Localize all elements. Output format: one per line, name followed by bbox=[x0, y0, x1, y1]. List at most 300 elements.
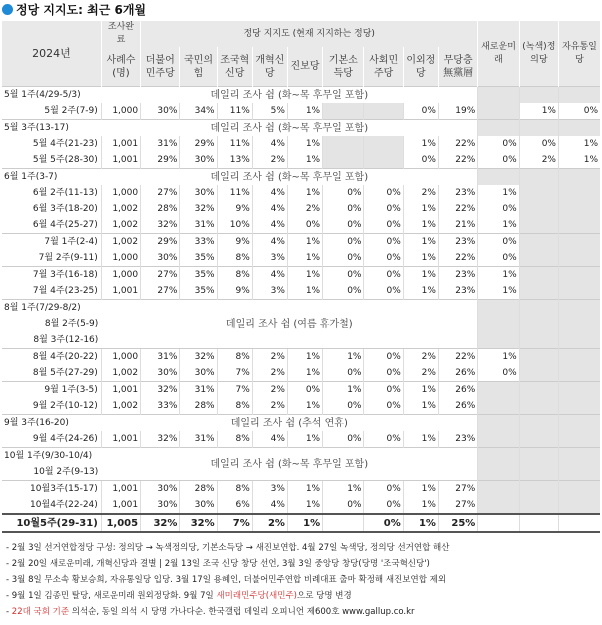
period-label: 10월 1주(9/30-10/4) bbox=[2, 448, 101, 465]
value-cell bbox=[519, 267, 558, 284]
value-cell: 1% bbox=[478, 217, 519, 234]
empty-cell bbox=[558, 415, 600, 432]
table-row bbox=[2, 120, 600, 137]
value-cell: 9% bbox=[217, 234, 252, 251]
value-cell: 0% bbox=[323, 234, 364, 251]
value-cell: 11% bbox=[217, 103, 252, 120]
value-cell: 31% bbox=[141, 136, 180, 152]
value-cell: 11% bbox=[217, 185, 252, 201]
skip-note: 데일리 조사 쉼 (추석 연휴) bbox=[101, 415, 478, 432]
value-cell: 0% bbox=[287, 382, 322, 399]
page-title bbox=[2, 2, 146, 18]
value-cell: 26% bbox=[438, 398, 477, 415]
sample-size: 1,001 bbox=[101, 152, 140, 169]
value-cell: 0% bbox=[364, 250, 403, 267]
table-row bbox=[2, 250, 600, 267]
value-cell bbox=[519, 349, 558, 366]
sample-size: 1,001 bbox=[101, 382, 140, 399]
value-cell bbox=[558, 365, 600, 382]
table-row bbox=[2, 514, 600, 532]
sample-size: 1,005 bbox=[101, 514, 140, 532]
value-cell: 32% bbox=[180, 201, 217, 217]
value-cell bbox=[519, 398, 558, 415]
empty-cell bbox=[519, 169, 558, 186]
period-label: 8월 2주(5-9) bbox=[44, 318, 99, 329]
value-cell: 26% bbox=[438, 365, 477, 382]
period-label: 5월 4주(21-23) bbox=[32, 138, 98, 149]
footnote-3: - 3월 8일 무소속 황보승희, 자유통일당 입당. 3월 17일 용혜인, 더불어민주연합 비례대표 출마 확정해 새진보연합 제외 bbox=[6, 575, 447, 585]
col-header: 새로운미래 bbox=[478, 21, 519, 87]
skip-note: 데일리 조사 쉼 (여름 휴가철) bbox=[101, 300, 478, 349]
empty-cell bbox=[478, 169, 519, 186]
value-cell: 22% bbox=[438, 136, 477, 152]
sample-size: 1,001 bbox=[101, 497, 140, 514]
col-header: 국민의힘 bbox=[180, 47, 217, 87]
value-cell: 0% bbox=[323, 250, 364, 267]
value-cell bbox=[519, 431, 558, 448]
col-header: 무당층無黨層 bbox=[438, 47, 477, 87]
value-cell: 30% bbox=[180, 152, 217, 169]
value-cell: 1% bbox=[403, 217, 438, 234]
value-cell bbox=[558, 497, 600, 514]
value-cell: 1% bbox=[287, 481, 322, 498]
value-cell: 11% bbox=[217, 136, 252, 152]
value-cell: 10% bbox=[217, 217, 252, 234]
table-row bbox=[2, 283, 600, 300]
value-cell: 4% bbox=[252, 497, 287, 514]
group-header: 정당 지지도 (현재 지지하는 정당) bbox=[141, 21, 478, 47]
value-cell: 1% bbox=[287, 234, 322, 251]
value-cell: 1% bbox=[287, 152, 322, 169]
sample-size: 1,000 bbox=[101, 349, 140, 366]
empty-cell bbox=[558, 300, 600, 349]
value-cell bbox=[558, 185, 600, 201]
col-header: 조국혁신당 bbox=[217, 47, 252, 87]
table-row bbox=[2, 87, 600, 104]
value-cell bbox=[558, 267, 600, 284]
col-header: 이외정당 bbox=[403, 47, 438, 87]
period-label: 10월3주(15-17) bbox=[2, 481, 101, 498]
empty-cell bbox=[558, 169, 600, 186]
value-cell bbox=[558, 201, 600, 217]
value-cell bbox=[519, 185, 558, 201]
value-cell bbox=[323, 103, 364, 120]
value-cell: 4% bbox=[252, 201, 287, 217]
value-cell: 1% bbox=[287, 136, 322, 152]
footnotes bbox=[6, 540, 598, 620]
table-row bbox=[2, 431, 600, 448]
period-label: 6월 3주(18-20) bbox=[32, 203, 98, 214]
value-cell: 1% bbox=[323, 349, 364, 366]
empty-cell bbox=[519, 448, 558, 481]
value-cell: 0% bbox=[364, 514, 403, 532]
value-cell: 4% bbox=[252, 234, 287, 251]
value-cell bbox=[478, 497, 519, 514]
value-cell: 21% bbox=[438, 217, 477, 234]
value-cell: 0% bbox=[364, 365, 403, 382]
sample-size: 1,000 bbox=[101, 185, 140, 201]
col-header: 진보당 bbox=[287, 47, 322, 87]
sample-size: 1,002 bbox=[101, 234, 140, 251]
value-cell: 4% bbox=[252, 185, 287, 201]
empty-cell bbox=[519, 300, 558, 349]
table-row bbox=[2, 349, 600, 366]
value-cell bbox=[364, 103, 403, 120]
value-cell: 2% bbox=[252, 514, 287, 532]
col-header: (녹색)정의당 bbox=[519, 21, 558, 87]
value-cell bbox=[558, 431, 600, 448]
period-label: 10월4주(22-24) bbox=[30, 499, 98, 510]
period-label: 9월 3주(16-20) bbox=[2, 415, 101, 432]
table-row bbox=[2, 234, 600, 251]
period-label: 9월 2주(10-12) bbox=[32, 400, 98, 411]
sample-size: 1,002 bbox=[101, 201, 140, 217]
value-cell: 1% bbox=[478, 283, 519, 300]
value-cell: 1% bbox=[403, 283, 438, 300]
value-cell: 1% bbox=[287, 431, 322, 448]
bullet-dot-icon bbox=[2, 4, 13, 15]
period-label: 8월 3주(12-16) bbox=[33, 334, 99, 345]
sample-size: 1,001 bbox=[101, 481, 140, 498]
value-cell bbox=[478, 481, 519, 498]
party-support-table bbox=[2, 21, 600, 533]
value-cell: 3% bbox=[252, 250, 287, 267]
value-cell bbox=[478, 514, 519, 532]
value-cell: 27% bbox=[438, 497, 477, 514]
value-cell bbox=[519, 481, 558, 498]
value-cell: 0% bbox=[364, 217, 403, 234]
table-row bbox=[2, 201, 600, 217]
value-cell: 0% bbox=[323, 217, 364, 234]
value-cell: 1% bbox=[403, 398, 438, 415]
value-cell: 1% bbox=[403, 514, 438, 532]
period-label: 10월5주(29-31) bbox=[2, 514, 101, 532]
value-cell: 2% bbox=[403, 185, 438, 201]
footnote-5: - 22대 국회 기준 의석순, 동일 의석 시 당명 가나다순. 한국갤럽 데일리 오피니언 제600호 www.gallup.co.kr bbox=[6, 607, 415, 617]
value-cell: 8% bbox=[217, 267, 252, 284]
value-cell bbox=[323, 514, 364, 532]
value-cell: 1% bbox=[287, 283, 322, 300]
table-row bbox=[2, 382, 600, 399]
survey-done-header: 조사완료 bbox=[101, 21, 140, 47]
footnote-1: - 2월 3일 선거연합정당 구성: 정의당 → 녹색정의당, 기본소득당 → 새진보연합. 4월 27일 녹색당, 정의당 선거연합 해산 bbox=[6, 543, 450, 553]
value-cell: 1% bbox=[403, 201, 438, 217]
value-cell: 1% bbox=[403, 250, 438, 267]
value-cell: 0% bbox=[403, 152, 438, 169]
value-cell: 30% bbox=[141, 497, 180, 514]
period-label: 8월 5주(27-29) bbox=[32, 367, 98, 378]
value-cell: 0% bbox=[519, 136, 558, 152]
highlight-new-party: 새미래민주당(새민주) bbox=[216, 591, 297, 601]
value-cell: 4% bbox=[252, 217, 287, 234]
table-row bbox=[2, 136, 600, 152]
skip-note: 데일리 조사 쉼 (화~목 후무일 포함) bbox=[101, 120, 478, 137]
title-text: 정당 지지도: 최근 6개월 bbox=[16, 3, 147, 17]
value-cell: 2% bbox=[252, 152, 287, 169]
value-cell: 32% bbox=[141, 382, 180, 399]
value-cell: 8% bbox=[217, 250, 252, 267]
value-cell: 0% bbox=[323, 283, 364, 300]
value-cell: 0% bbox=[478, 250, 519, 267]
empty-cell bbox=[519, 415, 558, 432]
value-cell: 28% bbox=[180, 398, 217, 415]
value-cell: 0% bbox=[364, 267, 403, 284]
value-cell: 19% bbox=[438, 103, 477, 120]
value-cell: 1% bbox=[287, 103, 322, 120]
value-cell: 32% bbox=[141, 217, 180, 234]
value-cell bbox=[558, 234, 600, 251]
period-label: 10월 2주(9-13) bbox=[33, 466, 99, 477]
value-cell bbox=[558, 283, 600, 300]
skip-note: 데일리 조사 쉼 (화~목 후무일 포함) bbox=[101, 448, 478, 481]
table-row bbox=[2, 217, 600, 234]
value-cell: 8% bbox=[217, 398, 252, 415]
period-label: 7월 4주(23-25) bbox=[32, 285, 98, 296]
value-cell: 32% bbox=[141, 431, 180, 448]
value-cell: 9% bbox=[217, 283, 252, 300]
period-label: 7월 1주(2-4) bbox=[2, 234, 101, 251]
value-cell bbox=[519, 234, 558, 251]
value-cell: 0% bbox=[323, 497, 364, 514]
period-label: 6월 1주(3-7) bbox=[2, 169, 101, 186]
value-cell: 0% bbox=[323, 431, 364, 448]
value-cell: 0% bbox=[364, 431, 403, 448]
value-cell: 22% bbox=[438, 152, 477, 169]
empty-cell bbox=[478, 120, 519, 137]
value-cell: 1% bbox=[323, 481, 364, 498]
value-cell bbox=[558, 398, 600, 415]
value-cell: 27% bbox=[141, 267, 180, 284]
empty-cell bbox=[558, 120, 600, 137]
value-cell: 35% bbox=[180, 283, 217, 300]
value-cell: 0% bbox=[364, 283, 403, 300]
value-cell: 1% bbox=[287, 185, 322, 201]
value-cell bbox=[364, 136, 403, 152]
table-row bbox=[2, 398, 600, 415]
value-cell: 1% bbox=[287, 250, 322, 267]
table-row bbox=[2, 497, 600, 514]
value-cell: 0% bbox=[323, 365, 364, 382]
value-cell: 0% bbox=[364, 398, 403, 415]
period-label: 9월 1주(3-5) bbox=[2, 382, 101, 399]
table-row bbox=[2, 267, 600, 284]
value-cell: 23% bbox=[438, 283, 477, 300]
value-cell: 1% bbox=[403, 234, 438, 251]
value-cell: 32% bbox=[180, 349, 217, 366]
value-cell: 23% bbox=[438, 234, 477, 251]
value-cell: 1% bbox=[403, 136, 438, 152]
value-cell: 34% bbox=[180, 103, 217, 120]
value-cell bbox=[478, 382, 519, 399]
value-cell bbox=[519, 250, 558, 267]
value-cell bbox=[558, 382, 600, 399]
value-cell: 23% bbox=[438, 267, 477, 284]
value-cell bbox=[323, 136, 364, 152]
value-cell: 27% bbox=[141, 283, 180, 300]
value-cell: 1% bbox=[403, 382, 438, 399]
col-header: 더불어민주당 bbox=[141, 47, 180, 87]
value-cell: 7% bbox=[217, 382, 252, 399]
period-label: 6월 2주(11-13) bbox=[32, 187, 98, 198]
period-label: 5월 3주(13-17) bbox=[2, 120, 101, 137]
value-cell: 30% bbox=[180, 365, 217, 382]
value-cell: 2% bbox=[252, 349, 287, 366]
value-cell: 0% bbox=[364, 481, 403, 498]
value-cell bbox=[558, 514, 600, 532]
period-label: 8월 4주(20-22) bbox=[2, 349, 101, 366]
value-cell: 0% bbox=[364, 382, 403, 399]
value-cell bbox=[519, 382, 558, 399]
value-cell: 5% bbox=[252, 103, 287, 120]
footnote-4: - 9월 1일 김종민 탈당, 새로운미래 원외정당화. 9월 7일 새미래민주당(새민주)으로 당명 변경 bbox=[6, 591, 352, 601]
value-cell bbox=[478, 431, 519, 448]
value-cell bbox=[364, 152, 403, 169]
value-cell bbox=[519, 283, 558, 300]
value-cell: 0% bbox=[478, 152, 519, 169]
value-cell bbox=[519, 365, 558, 382]
value-cell: 31% bbox=[180, 382, 217, 399]
value-cell: 1% bbox=[558, 152, 600, 169]
value-cell: 32% bbox=[141, 514, 180, 532]
empty-cell bbox=[478, 87, 519, 104]
value-cell: 22% bbox=[438, 250, 477, 267]
value-cell bbox=[558, 481, 600, 498]
value-cell: 1% bbox=[287, 365, 322, 382]
col-header: 자유통일당 bbox=[558, 21, 600, 87]
value-cell: 22% bbox=[438, 201, 477, 217]
value-cell: 29% bbox=[180, 136, 217, 152]
value-cell: 0% bbox=[323, 267, 364, 284]
value-cell: 30% bbox=[180, 497, 217, 514]
value-cell: 7% bbox=[217, 514, 252, 532]
value-cell: 4% bbox=[252, 431, 287, 448]
value-cell: 3% bbox=[252, 283, 287, 300]
value-cell: 0% bbox=[287, 217, 322, 234]
value-cell bbox=[519, 217, 558, 234]
col-header: 사회민주당 bbox=[364, 47, 403, 87]
value-cell bbox=[323, 152, 364, 169]
value-cell: 1% bbox=[287, 349, 322, 366]
value-cell bbox=[558, 217, 600, 234]
value-cell: 1% bbox=[558, 136, 600, 152]
sample-size: 1,001 bbox=[101, 431, 140, 448]
empty-cell bbox=[478, 415, 519, 432]
period-label: 5월 2주(7-9) bbox=[44, 105, 98, 116]
value-cell: 32% bbox=[180, 514, 217, 532]
value-cell: 2% bbox=[519, 152, 558, 169]
value-cell: 30% bbox=[141, 365, 180, 382]
col-header: 개혁신당 bbox=[252, 47, 287, 87]
table-row bbox=[2, 185, 600, 201]
value-cell: 1% bbox=[287, 398, 322, 415]
value-cell: 7% bbox=[217, 365, 252, 382]
value-cell: 1% bbox=[403, 481, 438, 498]
value-cell: 0% bbox=[323, 398, 364, 415]
value-cell: 1% bbox=[287, 267, 322, 284]
value-cell: 28% bbox=[180, 481, 217, 498]
period-label: 6월 4주(25-27) bbox=[32, 219, 98, 230]
table-row bbox=[2, 448, 600, 465]
value-cell: 30% bbox=[141, 250, 180, 267]
sample-size: 1,000 bbox=[101, 267, 140, 284]
value-cell: 0% bbox=[558, 103, 600, 120]
table-row bbox=[2, 415, 600, 432]
sample-size: 1,000 bbox=[101, 250, 140, 267]
empty-cell bbox=[519, 120, 558, 137]
value-cell: 29% bbox=[141, 234, 180, 251]
value-cell bbox=[558, 349, 600, 366]
value-cell: 9% bbox=[217, 201, 252, 217]
value-cell: 31% bbox=[180, 217, 217, 234]
empty-cell bbox=[558, 448, 600, 481]
value-cell: 0% bbox=[403, 103, 438, 120]
value-cell: 1% bbox=[287, 514, 322, 532]
value-cell bbox=[519, 497, 558, 514]
value-cell bbox=[519, 201, 558, 217]
value-cell: 1% bbox=[478, 349, 519, 366]
value-cell: 27% bbox=[438, 481, 477, 498]
value-cell: 23% bbox=[438, 185, 477, 201]
value-cell: 25% bbox=[438, 514, 477, 532]
value-cell: 0% bbox=[364, 185, 403, 201]
period-label: 7월 2주(9-11) bbox=[38, 252, 98, 263]
sample-size: 1,001 bbox=[101, 283, 140, 300]
sample-size: 1,002 bbox=[101, 217, 140, 234]
value-cell: 2% bbox=[252, 398, 287, 415]
table-row bbox=[2, 300, 600, 317]
value-cell: 22% bbox=[438, 349, 477, 366]
value-cell: 35% bbox=[180, 267, 217, 284]
sample-size-header: 사례수(명) bbox=[101, 47, 140, 87]
value-cell bbox=[558, 250, 600, 267]
table-row bbox=[2, 481, 600, 498]
value-cell: 0% bbox=[478, 234, 519, 251]
value-cell: 1% bbox=[478, 267, 519, 284]
value-cell: 1% bbox=[403, 431, 438, 448]
value-cell: 31% bbox=[180, 431, 217, 448]
table-row bbox=[2, 169, 600, 186]
table-row bbox=[2, 103, 600, 120]
value-cell: 2% bbox=[252, 382, 287, 399]
value-cell: 0% bbox=[478, 201, 519, 217]
value-cell: 28% bbox=[141, 201, 180, 217]
value-cell: 2% bbox=[252, 365, 287, 382]
empty-cell bbox=[519, 87, 558, 104]
value-cell: 3% bbox=[252, 481, 287, 498]
value-cell: 1% bbox=[323, 382, 364, 399]
value-cell: 27% bbox=[141, 185, 180, 201]
sample-size: 1,002 bbox=[101, 365, 140, 382]
period-label: 5월 1주(4/29-5/3) bbox=[2, 87, 101, 104]
value-cell: 0% bbox=[478, 365, 519, 382]
skip-note: 데일리 조사 쉼 (화~목 후무일 포함) bbox=[101, 169, 478, 186]
footnote-2: - 2월 20일 새로운미래, 개혁신당과 결별 | 2월 13일 조국 신당 창당 선언, 3월 3일 중앙당 창당(당명 '조국혁신당') bbox=[6, 559, 430, 569]
value-cell: 35% bbox=[180, 250, 217, 267]
period-label: 5월 5주(28-30) bbox=[32, 154, 98, 165]
value-cell: 1% bbox=[478, 185, 519, 201]
value-cell: 0% bbox=[364, 349, 403, 366]
empty-cell bbox=[478, 448, 519, 481]
period-label: 7월 3주(16-18) bbox=[2, 267, 101, 284]
value-cell: 2% bbox=[287, 201, 322, 217]
year-header: 2024년 bbox=[2, 21, 101, 87]
value-cell: 4% bbox=[252, 267, 287, 284]
value-cell: 0% bbox=[364, 497, 403, 514]
value-cell: 4% bbox=[252, 136, 287, 152]
value-cell bbox=[478, 103, 519, 120]
value-cell: 1% bbox=[403, 267, 438, 284]
value-cell: 0% bbox=[323, 185, 364, 201]
